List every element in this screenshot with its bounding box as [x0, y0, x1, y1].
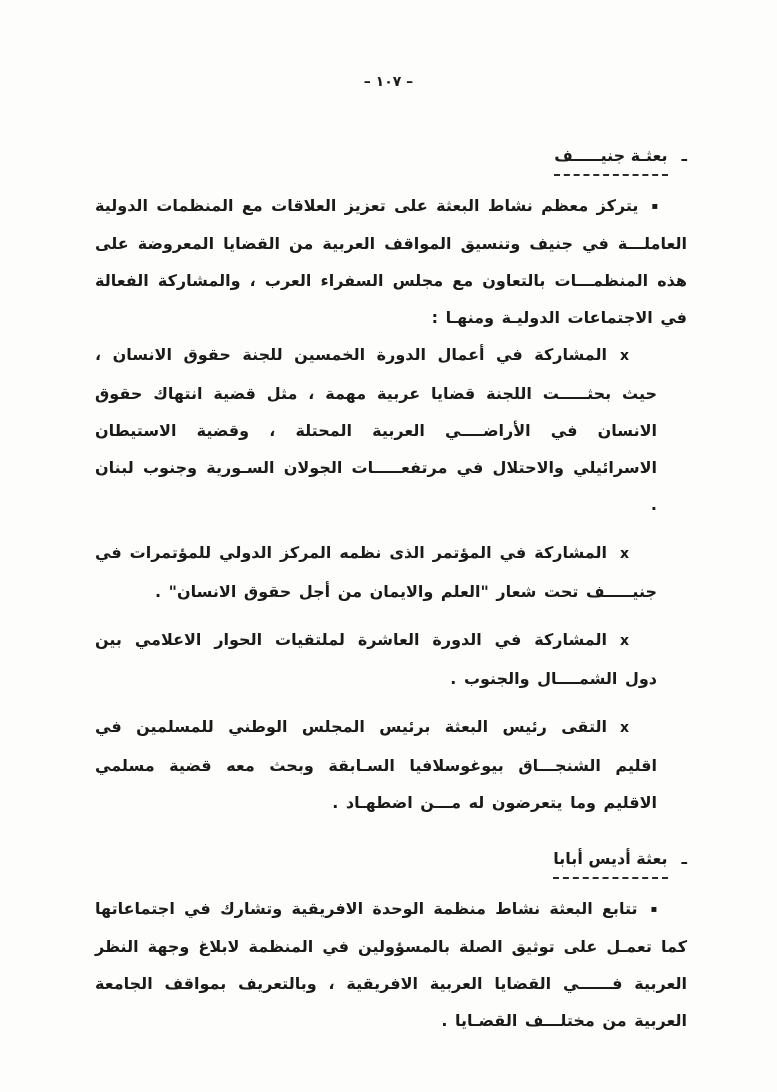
section-heading-geneva — [95, 144, 687, 176]
section-title-addis-ababa: بعثة أديس أبابا — [553, 847, 667, 879]
document-content — [0, 144, 777, 1039]
x-marker-icon: x — [619, 633, 629, 649]
sub-item-human-rights-session — [95, 336, 657, 523]
heading-dash-icon: ـ — [681, 146, 687, 165]
section-heading-addis-ababa — [95, 847, 687, 879]
sub-item-text: المشاركة في المؤتمر الذى نظمه المركز الدولي للمؤتمرات في جنيـــــف تحت شعار "العلم والايمان من أجل حقوق الانسان" . — [95, 543, 657, 601]
paragraph-text: يتركز معظم نشاط البعثة على تعزيز العلاقات مع المنظمات الدولية العاملـــة في جنيف وتنسيق المواقف العربية من القضايا المعروضة على هذه المنظمـــات بالتعاون مع مجلس السفراء العرب ، والمشاركة الفعالة في الاجتماعات الدوليـة ومنهـا : — [95, 196, 687, 327]
paragraph-text: تتابع البعثة نشاط منظمة الوحدة الافريقية وتشارك في اجتماعاتها كما تعمـل على توثيق الصلة بالمسؤولين في المنظمة لابلاغ وجهة النظر العربية فــــــي القضايا العربية الافريقية ، وبالتعريف بمواقف الجامعة العربية من مختلـــف القضـايا . — [95, 899, 687, 1030]
sub-item-geneva-conference — [95, 534, 657, 610]
bullet-square-icon: ▪ — [650, 904, 659, 915]
paragraph-geneva-intro — [95, 187, 687, 336]
bullet-square-icon: ▪ — [651, 201, 659, 212]
x-marker-icon: x — [619, 546, 629, 562]
sub-item-text: المشاركة في الدورة العاشرة لملتقيات الحوار الاعلامي بين دول الشمــــال والجنوب . — [95, 630, 657, 688]
geneva-subitems — [95, 336, 657, 821]
sub-item-text: التقى رئيس البعثة برئيس المجلس الوطني للمسلمين في اقليم الشنجـــاق بيوغوسلافيا السـابقة وبحث معه قضية مسلمي الاقليم وما يتعرضون له مـــن اضطهـاد . — [95, 717, 657, 812]
x-marker-icon: x — [619, 348, 629, 364]
sub-item-media-dialogue — [95, 621, 657, 697]
page-number: – ١٠٧ – — [363, 74, 414, 90]
section-title-geneva: بعثـة جنيـــــف — [554, 144, 667, 176]
heading-dash-icon: ـ — [681, 849, 687, 868]
sub-item-text: المشاركة في أعمال الدورة الخمسين للجنة حقوق الانسان ، حيث بحثـــــت اللجنة قضايا عربية مهمة ، مثل قضية انتهاك حقوق الانسان في الأراضــــي العربية المحتلة ، وقضية الاستيطان الاسرائيلي والاحتلال في مرتفعـــــات الجولان السـورية وجنوب لبنان . — [95, 345, 657, 514]
paragraph-addis-ababa — [95, 890, 687, 1039]
x-marker-icon: x — [619, 720, 629, 736]
sub-item-sandzak-meeting — [95, 708, 657, 821]
